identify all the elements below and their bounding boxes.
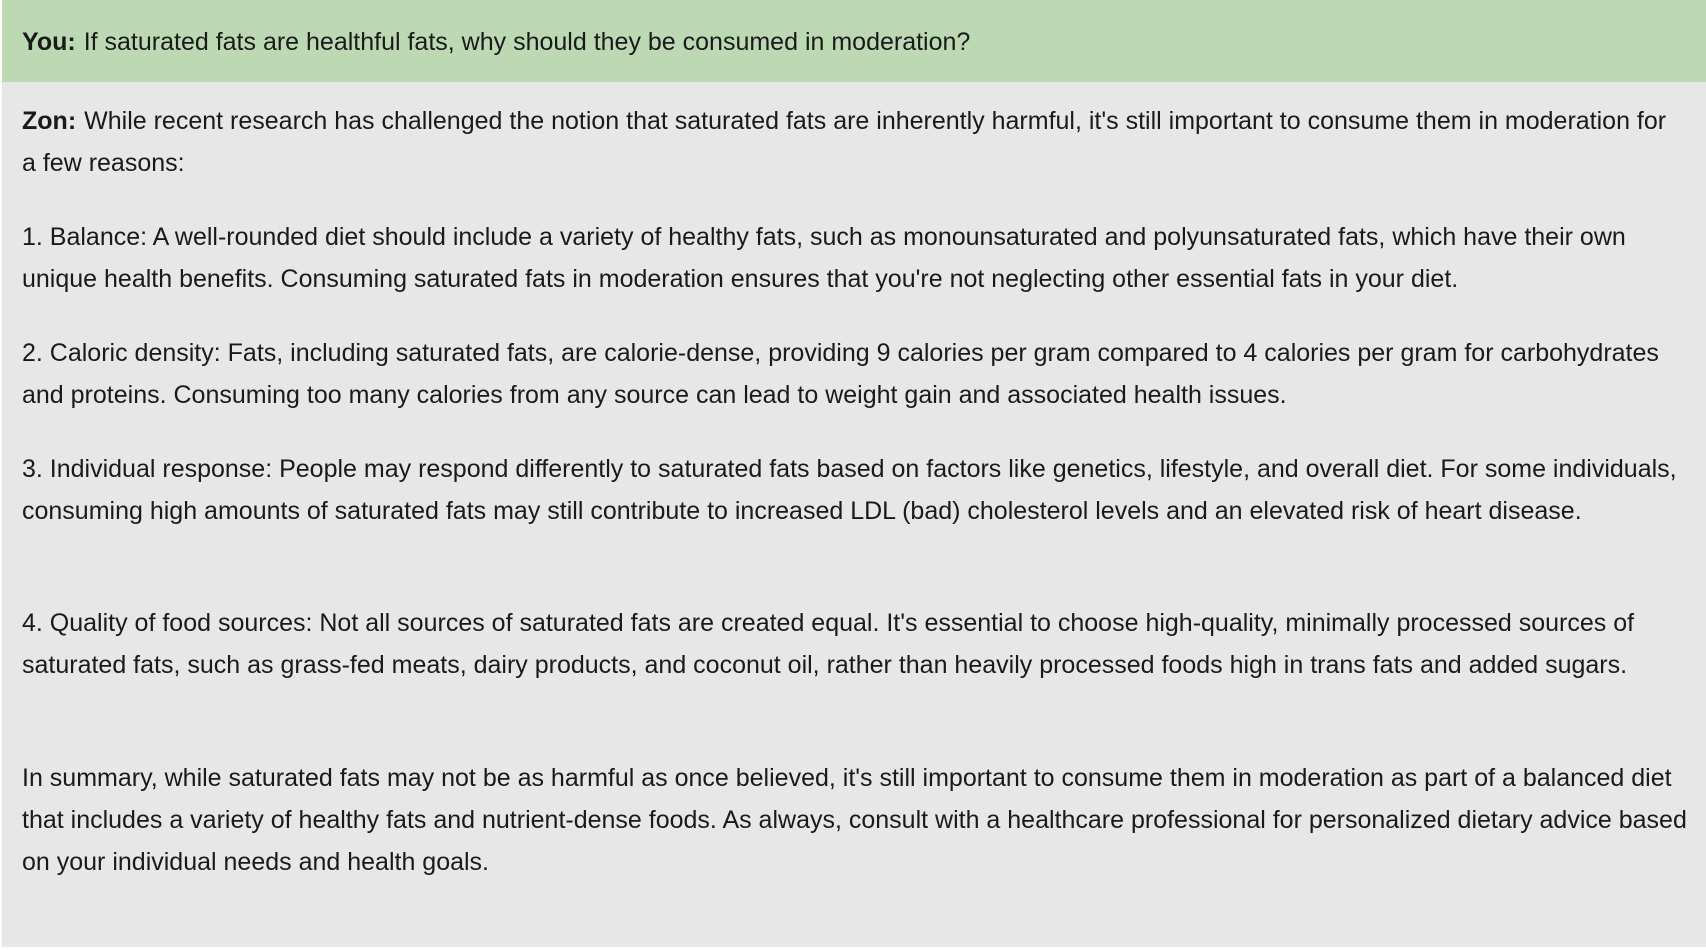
assistant-intro [22,100,1686,184]
user-message [2,0,1706,82]
assistant-point-4: 4. Quality of food sources: Not all sources of saturated fats are created equal. It's essential to choose high-quality, minimally processed sources of saturated fats, such as grass-fed meats, dairy products, and coconut oil, rather than heavily processed foods high in trans fats and added sugars. [22,609,1635,679]
assistant-summary: In summary, while saturated fats may not be as harmful as once believed, it's still important to consume them in moderation as part of a balanced diet that includes a variety of healthy fats and nutrient-dense foods. As always, consult with a healthcare professional for personalized dietary advice based on your individual needs and health goals. [22,764,1687,876]
user-message-text: If saturated fats are healthful fats, why should they be consumed in moderation? [83,28,971,56]
chat-transcript [2,0,1706,947]
assistant-point-1: 1. Balance: A well-rounded diet should include a variety of healthy fats, such as monounsaturated and polyunsaturated fats, which have their own unique health benefits. Consuming saturated fats in moderation ensures that you're not neglecting other essential fats in your diet. [22,223,1626,293]
assistant-speaker-label: Zon: [22,107,77,135]
assistant-intro-text: While recent research has challenged the notion that saturated fats are inherently harmful, it's still important to consume them in moderation for a few reasons: [22,107,1667,177]
assistant-point-2: 2. Caloric density: Fats, including saturated fats, are calorie-dense, providing 9 calories per gram compared to 4 calories per gram for carbohydrates and proteins. Consuming too many calories from any source can lead to weight gain and associated health issues. [22,339,1659,409]
user-speaker-label: You: [22,28,76,56]
assistant-message [2,82,1706,947]
assistant-point-3: 3. Individual response: People may respond differently to saturated fats based on factors like genetics, lifestyle, and overall diet. For some individuals, consuming high amounts of saturated fats may still contribute to increased LDL (bad) cholesterol levels and an elevated risk of heart disease. [22,455,1677,525]
